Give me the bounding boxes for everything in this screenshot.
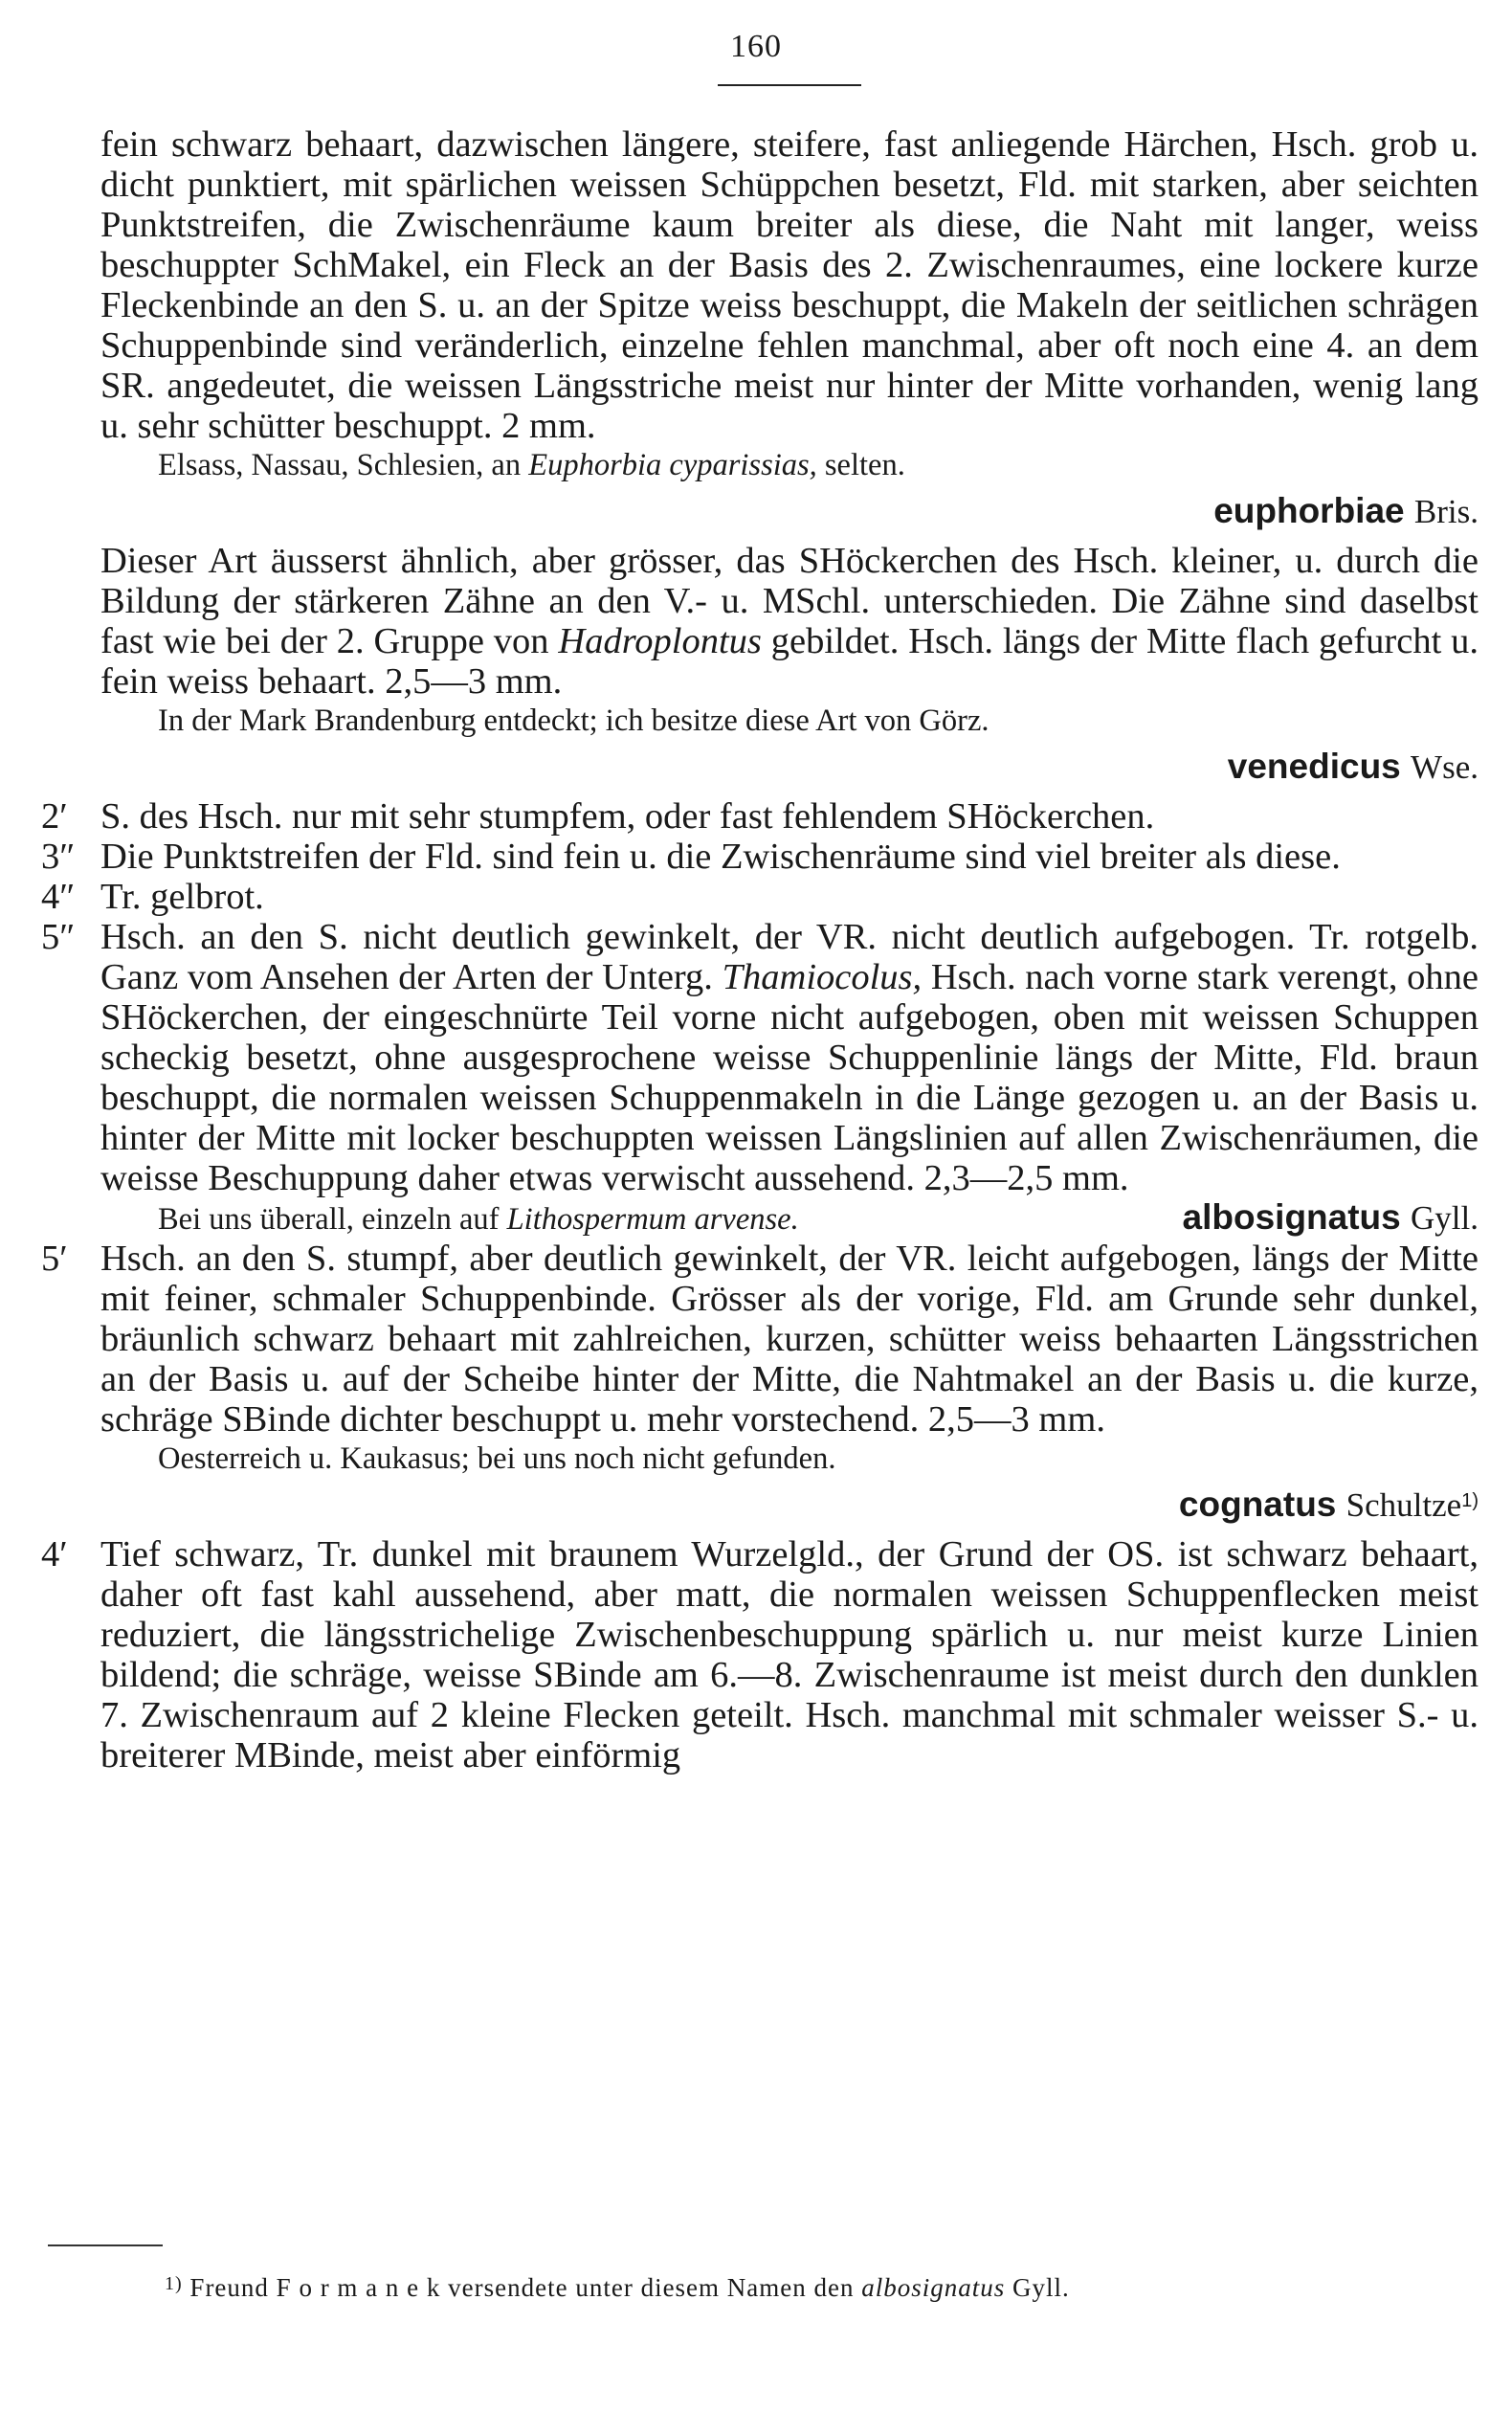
locality-species-row-albosignatus <box>100 1198 1479 1239</box>
key-text: Tief schwarz, Tr. dunkel mit braunem Wurzelgld., der Grund der OS. ist schwarz behaart, daher oft fast kahl aussehend, aber matt, die normalen weissen Schuppenflecken meist reduziert, die längsstrichelige Zwischenbeschuppung spärlich u. nur meist kurze Linien bildend; die schräge, weisse SBinde am 6.—8. Zwischenraume ist meist durch den dunklen 7. Zwischenraum auf 2 kleine Flecken geteilt. Hsch. manchmal mit schmaler weisser S.- u. breiterer MBinde, meist aber einförmig <box>100 1534 1479 1775</box>
species-name: albosignatus <box>1182 1197 1401 1237</box>
footnote-species: albosignatus <box>861 2273 1006 2302</box>
footnote-reference: 1) <box>1461 1490 1479 1511</box>
page-content <box>41 124 1479 1775</box>
page-number: 160 <box>730 29 782 64</box>
species-name: venedicus <box>1227 747 1401 786</box>
species-author: Wse. <box>1411 748 1479 786</box>
footnote <box>165 2271 1070 2304</box>
paragraph-text: Dieser Art äusserst ähnlich, aber grösser, das SHöckerchen des Hsch. kleiner, u. durch die Bildung der stärkeren Zähne an den V.- u. MSchl. unterschieden. Die Zähne sind daselbst fast wie bei der 2. Gruppe von <box>100 541 1479 661</box>
header-rule <box>718 84 861 86</box>
key-item-5dprime <box>41 917 1479 1198</box>
key-number: 5″ <box>41 917 76 957</box>
key-text-part: Hsch. an den S. nicht deutlich gewinkelt, der VR. nicht deutlich aufgebogen. Tr. rotgelb. Ganz vom Ansehen der Arten der Unterg. <box>100 917 1479 997</box>
locality-note-1 <box>100 446 1479 484</box>
key-item-3dprime <box>41 837 1479 877</box>
plant-name: Lithospermum arvense. <box>506 1202 799 1237</box>
key-number: 4′ <box>41 1534 68 1574</box>
species-author: Bris. <box>1413 493 1479 530</box>
locality-text: Elsass, Nassau, Schlesien, an <box>158 448 529 482</box>
genus-name: Hadroplontus <box>558 621 762 661</box>
key-text: Hsch. an den S. stumpf, aber deutlich gewinkelt, der VR. leicht aufgebogen, längs der Mitte mit feiner, schmaler Schuppenbinde. Grösser als der vorige, Fld. am Grunde sehr dunkel, bräunlich schwarz behaart mit zahlreichen, kurzen, schütter weiss behaarten Längsstrichen an der Basis u. auf der Scheibe hinter der Mitte, die Nahtmakel an der Basis u. die kurze, schräge SBinde dichter beschuppt u. mehr vorstechend. 2,5—3 mm. <box>100 1239 1479 1440</box>
key-number: 2′ <box>41 796 68 837</box>
key-text: S. des Hsch. nur mit sehr stumpfem, oder fast fehlendem SHöckerchen. <box>100 796 1155 837</box>
paragraph-text: gebildet. Hsch. längs der Mitte flach gefurcht u. fein weiss behaart. 2,5—3 mm. <box>100 621 1479 702</box>
species-heading-euphorbiae <box>100 488 1479 535</box>
footnote-person: F o r m a n e k <box>276 2273 441 2302</box>
species-heading-albosignatus <box>1183 1198 1479 1238</box>
locality-note-4: Oesterreich u. Kaukasus; bei uns noch nicht gefunden. <box>158 1441 836 1476</box>
species-heading-venedicus <box>100 744 1479 791</box>
footnote-text: Gyll. <box>1005 2273 1070 2302</box>
key-item-4prime <box>41 1534 1479 1775</box>
key-item-4dprime <box>41 877 1479 917</box>
species-heading-cognatus <box>100 1482 1479 1529</box>
species-name: cognatus <box>1178 1485 1337 1524</box>
key-item-5prime <box>41 1239 1479 1440</box>
locality-text: selten. <box>816 448 905 482</box>
locality-text: Bei uns überall, einzeln auf <box>158 1202 507 1237</box>
footnote-text: versendete unter diesem Namen den <box>440 2273 862 2302</box>
plant-name: Euphorbia cyparissias, <box>528 448 817 482</box>
key-text: Tr. gelbrot. <box>100 877 264 917</box>
key-text: Die Punktstreifen der Fld. sind fein u. die Zwischenräume sind viel breiter als diese. <box>100 837 1341 877</box>
species-name: euphorbiae <box>1213 491 1405 530</box>
key-text-part: Hsch. nach vorne stark verengt, ohne SHöckerchen, der eingeschnürte Teil vorne nicht aufgebogen, oben mit weissen Schuppen scheckig besetzt, ohne ausgesprochene weisse Schuppenlinie längs der Mitte, Fld. braun beschuppt, die normalen weissen Schuppenmakeln in die Länge gezogen u. an der Basis u. hinter der Mitte mit locker beschuppten weissen Längslinien auf allen Zwischenräumen, die weisse Beschuppung daher etwas verwischt aussehend. 2,3—2,5 mm. <box>100 957 1479 1198</box>
locality-note-2: In der Mark Brandenburg entdeckt; ich besitze diese Art von Görz. <box>158 703 989 738</box>
key-number: 3″ <box>41 837 76 877</box>
paragraph-description-1: fein schwarz behaart, dazwischen längere, steifere, fast anliegende Härchen, Hsch. grob u. dicht punktiert, mit spärlichen weissen Schüppchen besetzt, Fld. mit starken, aber seichten Punktstreifen, die Zwischenräume kaum breiter als diese, die Naht mit langer, weiss beschuppter SchMakel, ein Fleck an der Basis des 2. Zwischenraumes, eine lockere kurze Fleckenbinde an den S. u. an der Spitze weiss beschuppt, die Makeln der seitlichen schrägen Schuppenbinde sind veränderlich, einzelne fehlen manchmal, aber oft noch eine 4. an dem SR. angedeutet, die weissen Längsstriche meist nur hinter der Mitte vorhanden, wenig lang u. sehr schütter beschuppt. 2 mm. <box>100 124 1479 446</box>
locality-note-3 <box>158 1200 799 1239</box>
key-item-2prime <box>41 796 1479 837</box>
species-author: Gyll. <box>1411 1199 1479 1237</box>
footnote-rule <box>48 2244 163 2246</box>
subgenus-name: Thamiocolus, <box>722 957 923 997</box>
species-author: Schultze <box>1345 1486 1462 1524</box>
key-text <box>100 917 1479 1198</box>
footnote-text: Freund <box>189 2273 277 2302</box>
key-number: 4″ <box>41 877 76 917</box>
key-number: 5′ <box>41 1239 68 1279</box>
footnote-mark: 1) <box>165 2273 183 2294</box>
paragraph-description-2 <box>100 541 1479 702</box>
